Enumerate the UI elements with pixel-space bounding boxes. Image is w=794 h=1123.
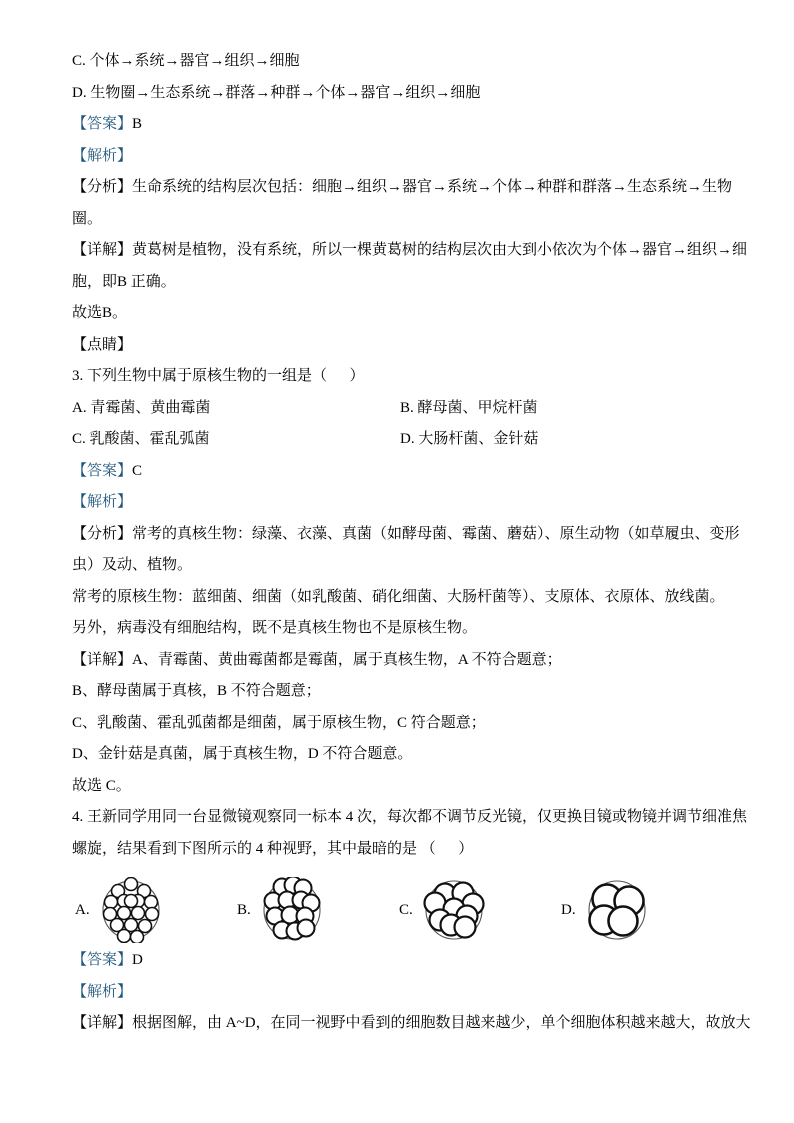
figure-label-a: A. — [75, 901, 90, 918]
detail-q2-line2: 胞，即B 正确。 — [72, 273, 176, 290]
analysis-q2-line1: 【分析】生命系统的结构层次包括：细胞→组织→器官→系统→个体→种群和群落→生态系统→生物 — [72, 179, 733, 195]
jiexi-q2-line — [72, 141, 736, 173]
answer-value: D — [132, 952, 143, 968]
analysis-q3-line2: 虫）及动、植物。 — [72, 557, 193, 573]
answer-label: 【答案】 — [72, 462, 133, 479]
q3-option-d: D. 大肠杆菌、金针菇 — [400, 431, 539, 447]
question4-line2: 螺旋，结果看到下图所示的 4 种视野，其中最暗的是 （ ） — [72, 840, 474, 857]
jiexi-label: 【解析】 — [72, 983, 133, 1000]
answer-label: 【答案】 — [72, 952, 133, 968]
conclusion-q2-line: 故选B。 — [72, 305, 128, 321]
detail-q3-option-d: D、金针菇是真菌，属于真核生物，D 不符合题意。 — [72, 746, 413, 762]
analysis-q3-line1: 【分析】常考的真核生物：绿藻、衣藻、真菌（如酵母菌、霉菌、蘑菇）、原生动物（如草履虫、变形 — [72, 525, 740, 542]
figure-label-c: C. — [399, 901, 413, 918]
figure-option-a — [75, 875, 164, 945]
microscope-view-d-icon — [584, 877, 650, 943]
option-c-line: C. 个体→系统→器官→组织→细胞 — [72, 53, 300, 69]
answer-q4-line — [72, 945, 736, 977]
analysis-q3-line3: 常考的原核生物：蓝细菌、细菌（如乳酸菌、硝化细菌、大肠杆菌等）、支原体、衣原体、放线菌。 — [72, 588, 725, 605]
figure-option-d — [561, 875, 650, 945]
detail-q3-option-b: B、酵母菌属于真核，B 不符合题意； — [72, 683, 321, 699]
microscope-field-figure — [72, 875, 736, 945]
microscope-view-a-icon — [98, 877, 164, 943]
q3-options-row2 — [72, 424, 736, 456]
answer-q2-line — [72, 109, 736, 141]
detail-q2-line1: 【详解】黄葛树是植物，没有系统，所以一棵黄葛树的结构层次由大到小依次为个体→器官→组织→细 — [72, 242, 748, 258]
jiexi-q4-line — [72, 977, 736, 1009]
figure-label-d: D. — [561, 901, 576, 918]
option-d-line: D. 生物圈→生态系统→群落→种群→个体→器官→组织→细胞 — [72, 84, 481, 101]
analysis-q3-line4: 另外，病毒没有细胞结构，既不是真核生物也不是原核生物。 — [72, 620, 478, 636]
analysis-q2-line2: 圈。 — [72, 210, 103, 227]
dianjing-line: 【点睛】 — [72, 336, 133, 353]
question4-line1: 4. 王新同学用同一台显微镜观察同一标本 4 次，每次都不调节反光镜，仅更换目镜或物镜并调节细准焦 — [72, 809, 748, 825]
figure-option-c — [399, 875, 487, 945]
q3-option-b: B. 酵母菌、甲烷杆菌 — [400, 399, 538, 416]
detail-q3-option-c: C、乳酸菌、霍乱弧菌都是细菌，属于原核生物，C 符合题意； — [72, 714, 486, 731]
jiexi-label: 【解析】 — [72, 147, 133, 164]
q3-option-a: A. 青霉菌、黄曲霉菌 — [72, 399, 211, 416]
detail-q4-line1: 【详解】根据图解，由 A~D，在同一视野中看到的细胞数目越来越少，单个细胞体积越来越大，故放大 — [72, 1015, 751, 1031]
figure-option-b — [237, 875, 325, 945]
microscope-view-b-icon — [259, 877, 325, 943]
question3-line: 3. 下列生物中属于原核生物的一组是（ ） — [72, 368, 365, 384]
jiexi-label: 【解析】 — [72, 494, 133, 510]
q3-options-row1 — [72, 393, 736, 425]
answer-value: B — [132, 116, 143, 132]
answer-q3-line — [72, 456, 736, 488]
answer-value: C — [132, 462, 143, 479]
q3-option-c: C. 乳酸菌、霍乱弧菌 — [72, 431, 210, 447]
conclusion-q3-line: 故选 C。 — [72, 777, 131, 794]
detail-q3-option-a: 【详解】A、青霉菌、黄曲霉菌都是霉菌，属于真核生物，A 不符合题意； — [72, 651, 562, 668]
answer-label: 【答案】 — [72, 116, 133, 132]
figure-label-b: B. — [237, 901, 251, 918]
microscope-view-c-icon — [421, 877, 487, 943]
jiexi-q3-line — [72, 487, 736, 519]
